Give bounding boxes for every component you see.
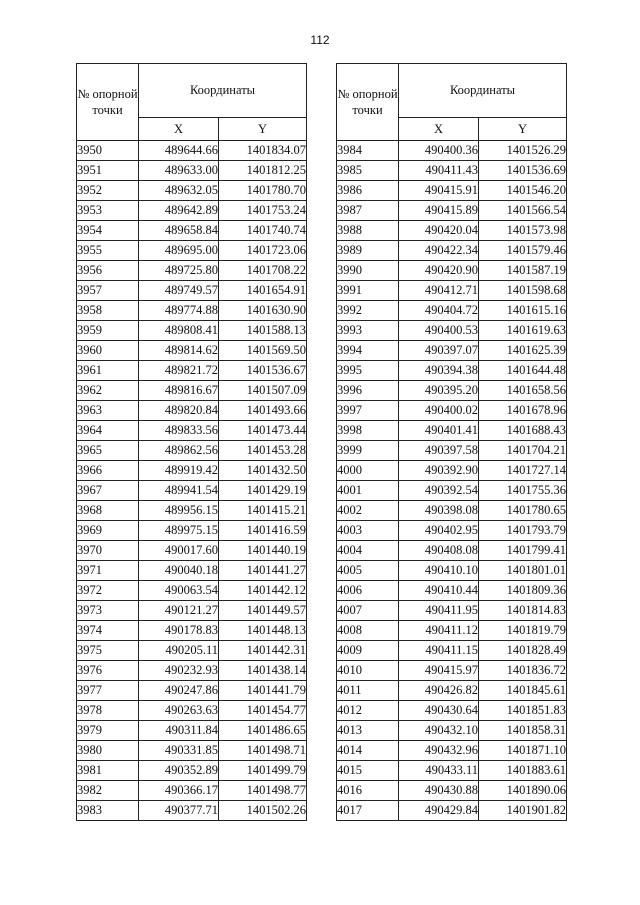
point-number-cell: 4007: [337, 601, 399, 621]
y-coordinate-cell: 1401755.36: [479, 481, 567, 501]
table-row: [337, 561, 567, 581]
x-coordinate-cell: 490432.10: [399, 721, 479, 741]
table-row: [77, 781, 307, 801]
table-row: [337, 241, 567, 261]
x-coordinate-cell: 489975.15: [139, 521, 219, 541]
x-coordinate-cell: 489632.05: [139, 181, 219, 201]
x-coordinate-cell: 490422.34: [399, 241, 479, 261]
y-coordinate-cell: 1401845.61: [479, 681, 567, 701]
point-number-cell: 3950: [77, 141, 139, 161]
table-row: [337, 521, 567, 541]
y-coordinate-cell: 1401828.49: [479, 641, 567, 661]
x-coordinate-cell: 490397.07: [399, 341, 479, 361]
table-row: [337, 221, 567, 241]
x-coordinate-cell: 490404.72: [399, 301, 479, 321]
y-coordinate-cell: 1401493.66: [219, 401, 307, 421]
table-row: [337, 541, 567, 561]
y-coordinate-cell: 1401809.36: [479, 581, 567, 601]
y-coordinate-cell: 1401438.14: [219, 661, 307, 681]
table-row: [337, 421, 567, 441]
header-x: X: [399, 118, 479, 141]
point-number-cell: 3975: [77, 641, 139, 661]
x-coordinate-cell: 490426.82: [399, 681, 479, 701]
y-coordinate-cell: 1401429.19: [219, 481, 307, 501]
y-coordinate-cell: 1401442.31: [219, 641, 307, 661]
x-coordinate-cell: 490311.84: [139, 721, 219, 741]
x-coordinate-cell: 489774.88: [139, 301, 219, 321]
point-number-cell: 3957: [77, 281, 139, 301]
coordinates-table-right: [336, 63, 567, 821]
x-coordinate-cell: 490410.44: [399, 581, 479, 601]
x-coordinate-cell: 490400.02: [399, 401, 479, 421]
table-row: [77, 501, 307, 521]
table-row: [337, 741, 567, 761]
x-coordinate-cell: 490420.90: [399, 261, 479, 281]
table-row: [77, 381, 307, 401]
y-coordinate-cell: 1401416.59: [219, 521, 307, 541]
point-number-cell: 4016: [337, 781, 399, 801]
x-coordinate-cell: 490412.71: [399, 281, 479, 301]
point-number-cell: 3960: [77, 341, 139, 361]
point-number-cell: 4005: [337, 561, 399, 581]
point-number-cell: 3954: [77, 221, 139, 241]
point-number-cell: 4002: [337, 501, 399, 521]
table-row: [337, 501, 567, 521]
x-coordinate-cell: 490401.41: [399, 421, 479, 441]
y-coordinate-cell: 1401834.07: [219, 141, 307, 161]
x-coordinate-cell: 489941.54: [139, 481, 219, 501]
point-number-cell: 3996: [337, 381, 399, 401]
table-row: [337, 581, 567, 601]
x-coordinate-cell: 489919.42: [139, 461, 219, 481]
point-number-cell: 3972: [77, 581, 139, 601]
header-point-number: № опорной точки: [337, 64, 399, 141]
table-row: [77, 641, 307, 661]
x-coordinate-cell: 490352.89: [139, 761, 219, 781]
y-coordinate-cell: 1401883.61: [479, 761, 567, 781]
y-coordinate-cell: 1401688.43: [479, 421, 567, 441]
point-number-cell: 3969: [77, 521, 139, 541]
table-row: [337, 341, 567, 361]
x-coordinate-cell: 490411.43: [399, 161, 479, 181]
table-row: [77, 401, 307, 421]
y-coordinate-cell: 1401727.14: [479, 461, 567, 481]
point-number-cell: 3993: [337, 321, 399, 341]
y-coordinate-cell: 1401753.24: [219, 201, 307, 221]
point-number-cell: 3956: [77, 261, 139, 281]
y-coordinate-cell: 1401836.72: [479, 661, 567, 681]
y-coordinate-cell: 1401498.71: [219, 741, 307, 761]
x-coordinate-cell: 490433.11: [399, 761, 479, 781]
table-row: [337, 201, 567, 221]
point-number-cell: 4004: [337, 541, 399, 561]
table-row: [337, 601, 567, 621]
point-number-cell: 3999: [337, 441, 399, 461]
x-coordinate-cell: 490063.54: [139, 581, 219, 601]
y-coordinate-cell: 1401901.82: [479, 801, 567, 821]
x-coordinate-cell: 490411.15: [399, 641, 479, 661]
x-coordinate-cell: 490331.85: [139, 741, 219, 761]
y-coordinate-cell: 1401619.63: [479, 321, 567, 341]
table-row: [77, 701, 307, 721]
table-row: [77, 541, 307, 561]
point-number-cell: 3984: [337, 141, 399, 161]
x-coordinate-cell: 489808.41: [139, 321, 219, 341]
point-number-cell: 3966: [77, 461, 139, 481]
table-row: [337, 401, 567, 421]
x-coordinate-cell: 490411.12: [399, 621, 479, 641]
point-number-cell: 4015: [337, 761, 399, 781]
table-row: [77, 721, 307, 741]
table-row: [337, 141, 567, 161]
x-coordinate-cell: 490420.04: [399, 221, 479, 241]
x-coordinate-cell: 490377.71: [139, 801, 219, 821]
table-row: [337, 721, 567, 741]
table-row: [77, 521, 307, 541]
table-row: [77, 321, 307, 341]
y-coordinate-cell: 1401454.77: [219, 701, 307, 721]
x-coordinate-cell: 489956.15: [139, 501, 219, 521]
x-coordinate-cell: 490121.27: [139, 601, 219, 621]
y-coordinate-cell: 1401579.46: [479, 241, 567, 261]
x-coordinate-cell: 490400.36: [399, 141, 479, 161]
table-row: [77, 341, 307, 361]
y-coordinate-cell: 1401801.01: [479, 561, 567, 581]
point-number-cell: 4009: [337, 641, 399, 661]
point-number-cell: 4011: [337, 681, 399, 701]
x-coordinate-cell: 490366.17: [139, 781, 219, 801]
point-number-cell: 4008: [337, 621, 399, 641]
y-coordinate-cell: 1401630.90: [219, 301, 307, 321]
table-row: [77, 601, 307, 621]
table-row: [337, 161, 567, 181]
x-coordinate-cell: 489821.72: [139, 361, 219, 381]
table-row: [77, 801, 307, 821]
point-number-cell: 3981: [77, 761, 139, 781]
table-row: [77, 261, 307, 281]
header-y: Y: [219, 118, 307, 141]
coordinates-table-left: [76, 63, 307, 821]
x-coordinate-cell: 490232.93: [139, 661, 219, 681]
table-row: [337, 381, 567, 401]
x-coordinate-cell: 489816.67: [139, 381, 219, 401]
point-number-cell: 3995: [337, 361, 399, 381]
table-row: [77, 561, 307, 581]
point-number-cell: 3967: [77, 481, 139, 501]
table-row: [337, 801, 567, 821]
x-coordinate-cell: 489695.00: [139, 241, 219, 261]
x-coordinate-cell: 490395.20: [399, 381, 479, 401]
point-number-cell: 3980: [77, 741, 139, 761]
y-coordinate-cell: 1401588.13: [219, 321, 307, 341]
table-row: [337, 781, 567, 801]
x-coordinate-cell: 490397.58: [399, 441, 479, 461]
point-number-cell: 3988: [337, 221, 399, 241]
x-coordinate-cell: 490411.95: [399, 601, 479, 621]
x-coordinate-cell: 490415.97: [399, 661, 479, 681]
x-coordinate-cell: 490247.86: [139, 681, 219, 701]
y-coordinate-cell: 1401723.06: [219, 241, 307, 261]
y-coordinate-cell: 1401793.79: [479, 521, 567, 541]
point-number-cell: 3997: [337, 401, 399, 421]
point-number-cell: 3964: [77, 421, 139, 441]
header-coordinates: Координаты: [399, 64, 567, 118]
y-coordinate-cell: 1401502.26: [219, 801, 307, 821]
table-row: [337, 621, 567, 641]
table-row: [337, 461, 567, 481]
x-coordinate-cell: 489862.56: [139, 441, 219, 461]
y-coordinate-cell: 1401536.69: [479, 161, 567, 181]
table-row: [77, 661, 307, 681]
table-row: [337, 641, 567, 661]
point-number-cell: 3986: [337, 181, 399, 201]
table-row: [337, 361, 567, 381]
point-number-cell: 3985: [337, 161, 399, 181]
x-coordinate-cell: 490017.60: [139, 541, 219, 561]
y-coordinate-cell: 1401625.39: [479, 341, 567, 361]
y-coordinate-cell: 1401546.20: [479, 181, 567, 201]
point-number-cell: 3961: [77, 361, 139, 381]
y-coordinate-cell: 1401890.06: [479, 781, 567, 801]
y-coordinate-cell: 1401498.77: [219, 781, 307, 801]
table-row: [77, 181, 307, 201]
x-coordinate-cell: 489820.84: [139, 401, 219, 421]
x-coordinate-cell: 489749.57: [139, 281, 219, 301]
header-y: Y: [479, 118, 567, 141]
x-coordinate-cell: 490400.53: [399, 321, 479, 341]
x-coordinate-cell: 490432.96: [399, 741, 479, 761]
point-number-cell: 3951: [77, 161, 139, 181]
y-coordinate-cell: 1401473.44: [219, 421, 307, 441]
y-coordinate-cell: 1401598.68: [479, 281, 567, 301]
y-coordinate-cell: 1401441.79: [219, 681, 307, 701]
point-number-cell: 3970: [77, 541, 139, 561]
table-row: [77, 421, 307, 441]
table-row: [337, 261, 567, 281]
table-row: [77, 361, 307, 381]
header-x: X: [139, 118, 219, 141]
x-coordinate-cell: 489833.56: [139, 421, 219, 441]
y-coordinate-cell: 1401858.31: [479, 721, 567, 741]
point-number-cell: 3959: [77, 321, 139, 341]
point-number-cell: 4013: [337, 721, 399, 741]
point-number-cell: 3989: [337, 241, 399, 261]
point-number-cell: 4000: [337, 461, 399, 481]
point-number-cell: 3965: [77, 441, 139, 461]
table-row: [337, 661, 567, 681]
table-row: [337, 701, 567, 721]
point-number-cell: 4003: [337, 521, 399, 541]
table-row: [337, 761, 567, 781]
point-number-cell: 3953: [77, 201, 139, 221]
y-coordinate-cell: 1401780.65: [479, 501, 567, 521]
x-coordinate-cell: 490415.91: [399, 181, 479, 201]
table-row: [77, 761, 307, 781]
y-coordinate-cell: 1401704.21: [479, 441, 567, 461]
table-row: [77, 281, 307, 301]
table-row: [77, 441, 307, 461]
y-coordinate-cell: 1401871.10: [479, 741, 567, 761]
point-number-cell: 3991: [337, 281, 399, 301]
header-coordinates: Координаты: [139, 64, 307, 118]
table-row: [77, 481, 307, 501]
x-coordinate-cell: 490394.38: [399, 361, 479, 381]
point-number-cell: 4010: [337, 661, 399, 681]
y-coordinate-cell: 1401780.70: [219, 181, 307, 201]
point-number-cell: 3971: [77, 561, 139, 581]
y-coordinate-cell: 1401415.21: [219, 501, 307, 521]
point-number-cell: 3962: [77, 381, 139, 401]
table-row: [77, 621, 307, 641]
y-coordinate-cell: 1401851.83: [479, 701, 567, 721]
point-number-cell: 3973: [77, 601, 139, 621]
y-coordinate-cell: 1401814.83: [479, 601, 567, 621]
point-number-cell: 3977: [77, 681, 139, 701]
y-coordinate-cell: 1401569.50: [219, 341, 307, 361]
x-coordinate-cell: 489633.00: [139, 161, 219, 181]
x-coordinate-cell: 489814.62: [139, 341, 219, 361]
x-coordinate-cell: 490415.89: [399, 201, 479, 221]
point-number-cell: 3998: [337, 421, 399, 441]
x-coordinate-cell: 490430.64: [399, 701, 479, 721]
y-coordinate-cell: 1401440.19: [219, 541, 307, 561]
x-coordinate-cell: 490402.95: [399, 521, 479, 541]
y-coordinate-cell: 1401566.54: [479, 201, 567, 221]
table-row: [77, 201, 307, 221]
point-number-cell: 3983: [77, 801, 139, 821]
table-row: [337, 181, 567, 201]
table-row: [77, 681, 307, 701]
table-row: [337, 441, 567, 461]
y-coordinate-cell: 1401740.74: [219, 221, 307, 241]
point-number-cell: 4006: [337, 581, 399, 601]
table-row: [77, 241, 307, 261]
y-coordinate-cell: 1401442.12: [219, 581, 307, 601]
point-number-cell: 3952: [77, 181, 139, 201]
point-number-cell: 3955: [77, 241, 139, 261]
x-coordinate-cell: 490410.10: [399, 561, 479, 581]
y-coordinate-cell: 1401615.16: [479, 301, 567, 321]
x-coordinate-cell: 490392.54: [399, 481, 479, 501]
point-number-cell: 3978: [77, 701, 139, 721]
table-row: [337, 301, 567, 321]
point-number-cell: 3968: [77, 501, 139, 521]
point-number-cell: 3982: [77, 781, 139, 801]
point-number-cell: 3963: [77, 401, 139, 421]
point-number-cell: 3994: [337, 341, 399, 361]
point-number-cell: 3992: [337, 301, 399, 321]
y-coordinate-cell: 1401708.22: [219, 261, 307, 281]
table-row: [337, 281, 567, 301]
table-row: [337, 481, 567, 501]
x-coordinate-cell: 489658.84: [139, 221, 219, 241]
x-coordinate-cell: 489644.66: [139, 141, 219, 161]
table-row: [77, 301, 307, 321]
x-coordinate-cell: 490205.11: [139, 641, 219, 661]
x-coordinate-cell: 490429.84: [399, 801, 479, 821]
y-coordinate-cell: 1401526.29: [479, 141, 567, 161]
point-number-cell: 3976: [77, 661, 139, 681]
x-coordinate-cell: 490398.08: [399, 501, 479, 521]
table-row: [77, 221, 307, 241]
y-coordinate-cell: 1401654.91: [219, 281, 307, 301]
y-coordinate-cell: 1401573.98: [479, 221, 567, 241]
y-coordinate-cell: 1401441.27: [219, 561, 307, 581]
table-row: [337, 681, 567, 701]
y-coordinate-cell: 1401449.57: [219, 601, 307, 621]
point-number-cell: 4017: [337, 801, 399, 821]
header-point-number: № опорной точки: [77, 64, 139, 141]
x-coordinate-cell: 490263.63: [139, 701, 219, 721]
table-row: [77, 741, 307, 761]
y-coordinate-cell: 1401799.41: [479, 541, 567, 561]
y-coordinate-cell: 1401453.28: [219, 441, 307, 461]
table-row: [77, 461, 307, 481]
y-coordinate-cell: 1401432.50: [219, 461, 307, 481]
point-number-cell: 3987: [337, 201, 399, 221]
point-number-cell: 3979: [77, 721, 139, 741]
y-coordinate-cell: 1401587.19: [479, 261, 567, 281]
point-number-cell: 4012: [337, 701, 399, 721]
y-coordinate-cell: 1401448.13: [219, 621, 307, 641]
table-row: [77, 161, 307, 181]
table-row: [337, 321, 567, 341]
table-row: [77, 141, 307, 161]
point-number-cell: 3990: [337, 261, 399, 281]
point-number-cell: 4001: [337, 481, 399, 501]
point-number-cell: 3958: [77, 301, 139, 321]
y-coordinate-cell: 1401499.79: [219, 761, 307, 781]
y-coordinate-cell: 1401678.96: [479, 401, 567, 421]
y-coordinate-cell: 1401658.56: [479, 381, 567, 401]
y-coordinate-cell: 1401812.25: [219, 161, 307, 181]
x-coordinate-cell: 490178.83: [139, 621, 219, 641]
y-coordinate-cell: 1401507.09: [219, 381, 307, 401]
x-coordinate-cell: 490040.18: [139, 561, 219, 581]
y-coordinate-cell: 1401819.79: [479, 621, 567, 641]
x-coordinate-cell: 489725.80: [139, 261, 219, 281]
x-coordinate-cell: 489642.89: [139, 201, 219, 221]
x-coordinate-cell: 490392.90: [399, 461, 479, 481]
table-row: [77, 581, 307, 601]
x-coordinate-cell: 490430.88: [399, 781, 479, 801]
y-coordinate-cell: 1401486.65: [219, 721, 307, 741]
point-number-cell: 3974: [77, 621, 139, 641]
y-coordinate-cell: 1401536.67: [219, 361, 307, 381]
y-coordinate-cell: 1401644.48: [479, 361, 567, 381]
page-number: 112: [310, 33, 330, 47]
x-coordinate-cell: 490408.08: [399, 541, 479, 561]
point-number-cell: 4014: [337, 741, 399, 761]
